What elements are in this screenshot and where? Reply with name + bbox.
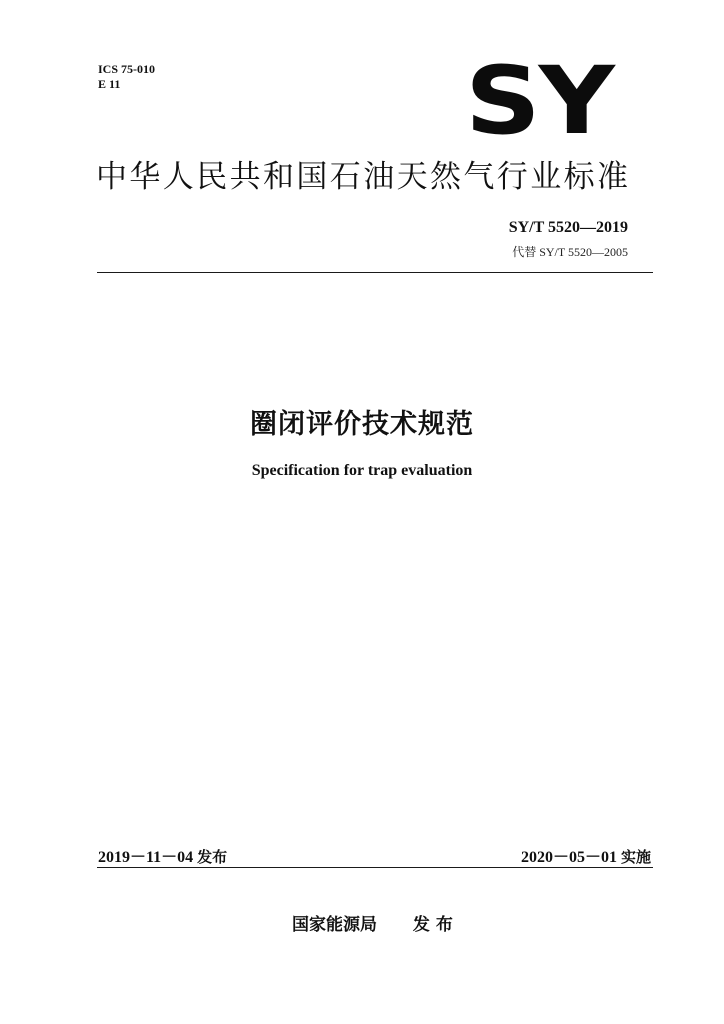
ics-code: ICS 75-010 bbox=[98, 62, 156, 76]
ccs-code: E 11 bbox=[98, 77, 121, 91]
publisher-name: 国家能源局 bbox=[292, 915, 377, 935]
implement-label: 实施 bbox=[620, 848, 651, 866]
issue-date-line bbox=[98, 844, 227, 867]
implement-date-line bbox=[521, 844, 651, 867]
document-title-english: Specification for trap evaluation bbox=[251, 462, 473, 479]
issue-label: 发布 bbox=[197, 848, 228, 866]
standard-code: SY/T 5520—2019 bbox=[508, 219, 628, 236]
issue-date: 2019－11－04 bbox=[98, 849, 194, 866]
publisher-action: 发 布 bbox=[412, 915, 453, 935]
document-title-chinese: 圈闭评价技术规范 bbox=[250, 409, 474, 440]
classification-codes bbox=[98, 62, 155, 92]
top-divider bbox=[97, 272, 653, 273]
issuer-title: 中华人民共和国石油天然气行业标准 bbox=[96, 159, 631, 195]
replaces-standard: 代替 SY/T 5520—2005 bbox=[512, 245, 628, 259]
bottom-divider bbox=[97, 867, 653, 868]
publisher-line bbox=[292, 910, 453, 935]
sy-logo: SY bbox=[465, 47, 613, 156]
implement-date: 2020－05－01 bbox=[520, 849, 617, 866]
